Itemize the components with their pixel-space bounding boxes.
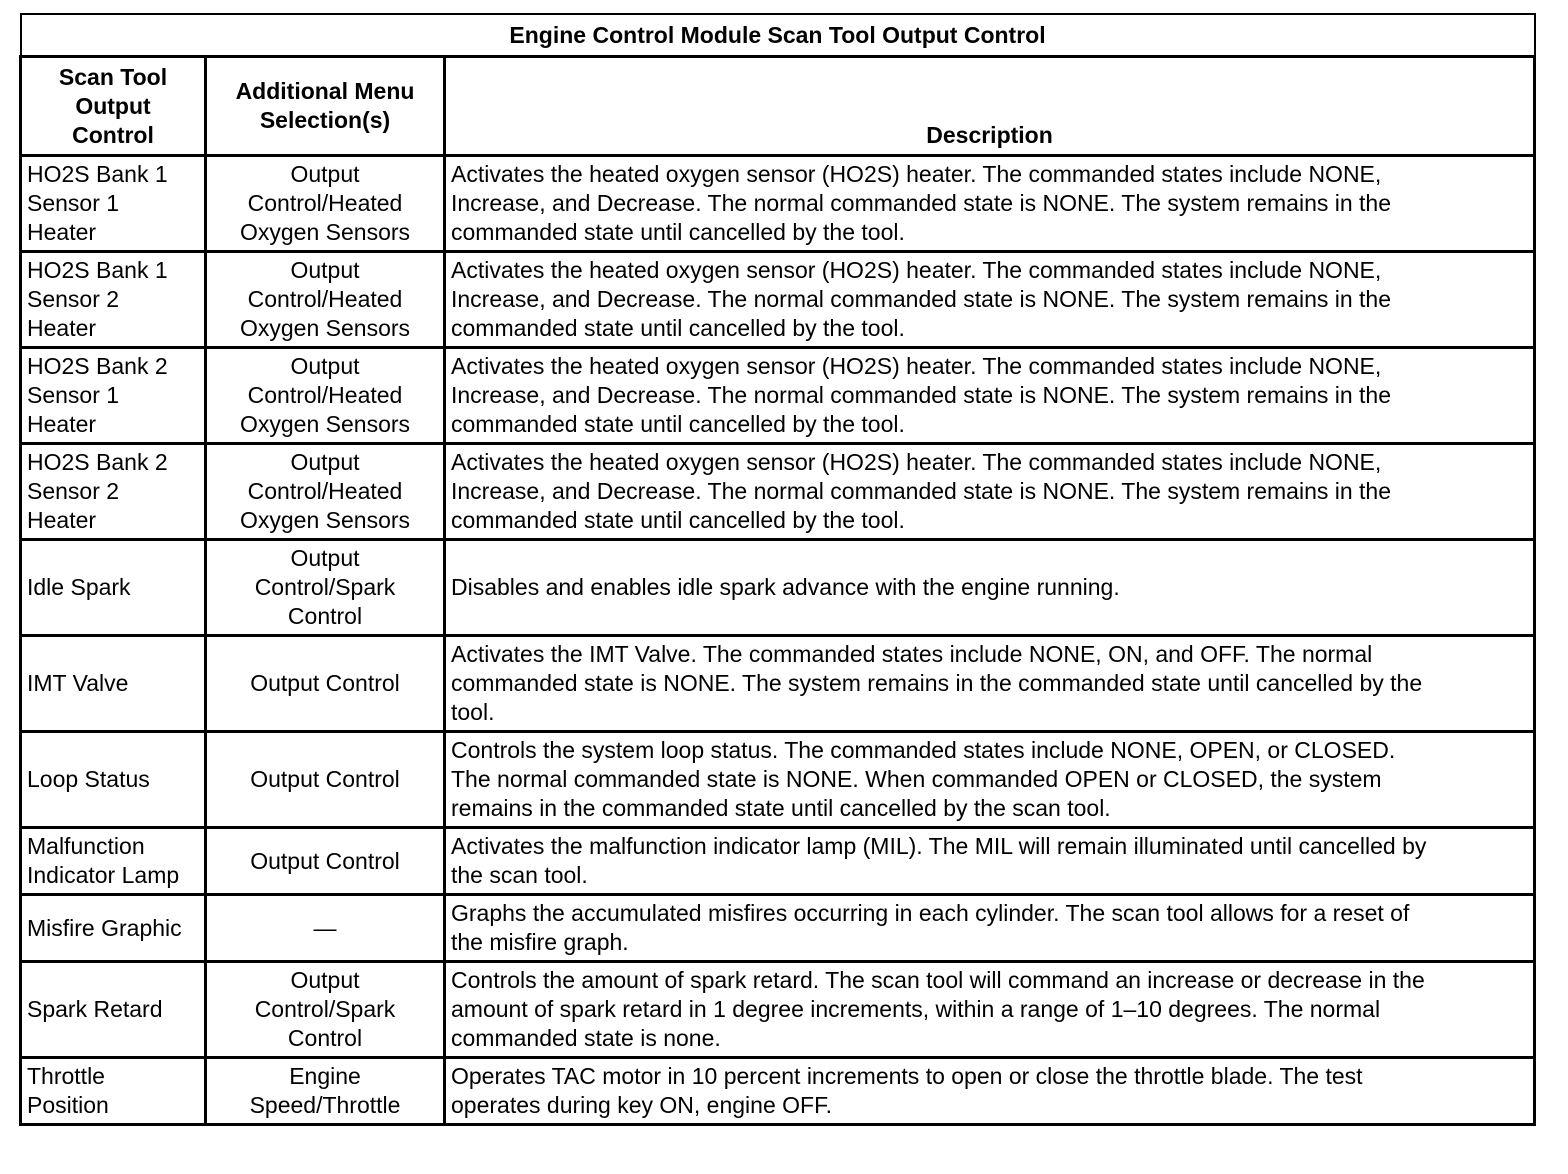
header-line: Control <box>72 121 154 148</box>
cell-text-line: Malfunction <box>27 833 145 859</box>
cell-text-line: Controls the amount of spark retard. The scan tool will command an increase or decrease in the <box>451 967 1425 993</box>
table-row <box>21 636 1535 732</box>
cell-text-line: Oxygen Sensors <box>239 219 411 245</box>
cell-text-line: Sensor 1 <box>27 382 120 408</box>
cell-scan-tool-output-control <box>21 732 206 828</box>
cell-text-line: Heater <box>27 219 97 245</box>
cell-text-line: the scan tool. <box>451 862 588 888</box>
cell-text-line: The normal commanded state is NONE. When commanded OPEN or CLOSED, the system <box>451 766 1382 792</box>
cell-text-line: HO2S Bank 2 <box>27 449 168 475</box>
cell-text-line: Activates the IMT Valve. The commanded states include NONE, ON, and OFF. The normal <box>451 641 1373 667</box>
cell-description <box>445 636 1535 732</box>
cell-description <box>445 252 1535 348</box>
cell-text-line: Heater <box>27 315 97 341</box>
cell-scan-tool-output-control <box>21 252 206 348</box>
cell-text-line: Heater <box>27 411 97 437</box>
table-body <box>21 156 1535 1125</box>
cell-text-line: Indicator Lamp <box>27 862 180 888</box>
cell-text-line: Disables and enables idle spark advance with the engine running. <box>451 574 1120 600</box>
cell-scan-tool-output-control <box>21 540 206 636</box>
cell-text-line: commanded state is NONE. The system remains in the commanded state until cancelled by the <box>451 670 1423 696</box>
cell-text-line: tool. <box>451 699 495 725</box>
cell-text-line: IMT Valve <box>27 670 129 696</box>
cell-text-line: Control/Heated <box>247 190 403 216</box>
header-line: Description <box>926 122 1053 148</box>
cell-text-line: Increase, and Decrease. The normal commanded state is NONE. The system remains in the <box>451 382 1392 408</box>
cell-additional-menu-selection <box>206 252 445 348</box>
cell-text-line: Controls the system loop status. The commanded states include NONE, OPEN, or CLOSED. <box>451 737 1396 763</box>
column-header-description <box>445 57 1535 156</box>
column-header-additional-menu-selections <box>206 57 445 156</box>
cell-text-line: Control/Heated <box>247 286 403 312</box>
cell-text-line: HO2S Bank 1 <box>27 257 168 283</box>
cell-text-line: Output <box>290 967 360 993</box>
table-row <box>21 540 1535 636</box>
cell-description <box>445 348 1535 444</box>
cell-text-line: the misfire graph. <box>451 929 629 955</box>
cell-description <box>445 732 1535 828</box>
cell-text-line: Engine <box>289 1063 361 1089</box>
cell-text-line: Activates the heated oxygen sensor (HO2S) heater. The commanded states include NONE, <box>451 257 1382 283</box>
header-line: Additional Menu <box>235 78 415 104</box>
table-row <box>21 962 1535 1058</box>
cell-scan-tool-output-control <box>21 962 206 1058</box>
cell-text-line: Loop Status <box>27 766 150 792</box>
cell-text-line: Increase, and Decrease. The normal commanded state is NONE. The system remains in the <box>451 190 1392 216</box>
cell-text-line: Output Control <box>250 847 400 874</box>
cell-description <box>445 156 1535 252</box>
table-row <box>21 895 1535 962</box>
table-row <box>21 732 1535 828</box>
cell-scan-tool-output-control <box>21 1058 206 1125</box>
cell-text-line: Oxygen Sensors <box>239 507 411 533</box>
cell-text-line: Activates the heated oxygen sensor (HO2S) heater. The commanded states include NONE, <box>451 353 1382 379</box>
cell-text-line: — <box>313 914 337 941</box>
cell-text-line: HO2S Bank 2 <box>27 353 168 379</box>
cell-text-line: operates during key ON, engine OFF. <box>451 1092 832 1118</box>
cell-text-line: Graphs the accumulated misfires occurring in each cylinder. The scan tool allows for a reset of <box>451 900 1410 926</box>
cell-text-line: Activates the heated oxygen sensor (HO2S) heater. The commanded states include NONE, <box>451 161 1382 187</box>
cell-text-line: Increase, and Decrease. The normal commanded state is NONE. The system remains in the <box>451 286 1392 312</box>
table-row <box>21 252 1535 348</box>
cell-scan-tool-output-control <box>21 348 206 444</box>
cell-text-line: Sensor 2 <box>27 478 120 504</box>
cell-text-line: amount of spark retard in 1 degree increments, within a range of 1–10 degrees. The normal <box>451 996 1381 1022</box>
table-title-row <box>21 14 1535 57</box>
cell-scan-tool-output-control <box>21 895 206 962</box>
column-header-scan-tool-output-control <box>21 57 206 156</box>
cell-text-line: Output Control <box>250 670 400 696</box>
cell-text-line: Control/Heated <box>247 382 403 408</box>
cell-additional-menu-selection <box>206 1058 445 1125</box>
cell-text-line: Speed/Throttle <box>249 1092 401 1118</box>
cell-text-line: Output <box>290 161 360 187</box>
cell-scan-tool-output-control <box>21 828 206 895</box>
table-title: Engine Control Module Scan Tool Output Control <box>21 14 1535 57</box>
cell-text-line: Output <box>290 257 360 283</box>
cell-scan-tool-output-control <box>21 636 206 732</box>
cell-scan-tool-output-control <box>21 156 206 252</box>
cell-text-line: Throttle <box>27 1063 105 1089</box>
cell-text-line: Idle Spark <box>27 574 131 600</box>
cell-text-line: Output <box>290 449 360 475</box>
cell-description <box>445 444 1535 540</box>
cell-text-line: Control <box>287 603 363 629</box>
cell-text-line: Increase, and Decrease. The normal commanded state is NONE. The system remains in the <box>451 478 1392 504</box>
cell-description <box>445 962 1535 1058</box>
cell-additional-menu-selection <box>206 732 445 828</box>
cell-text-line: commanded state until cancelled by the tool. <box>451 507 905 533</box>
cell-text-line: Oxygen Sensors <box>239 315 411 341</box>
table-row <box>21 348 1535 444</box>
output-control-table <box>19 13 1536 1126</box>
cell-text-line: Oxygen Sensors <box>239 411 411 437</box>
cell-text-line: Output Control <box>250 766 400 792</box>
cell-additional-menu-selection <box>206 962 445 1058</box>
cell-additional-menu-selection <box>206 828 445 895</box>
cell-additional-menu-selection <box>206 540 445 636</box>
cell-description <box>445 828 1535 895</box>
header-line: Selection(s) <box>259 107 391 133</box>
cell-additional-menu-selection <box>206 895 445 962</box>
table-row <box>21 444 1535 540</box>
cell-description <box>445 540 1535 636</box>
table-row <box>21 828 1535 895</box>
cell-text-line: remains in the commanded state until cancelled by the scan tool. <box>451 795 1111 821</box>
cell-text-line: Heater <box>27 507 97 533</box>
output-control-table-container <box>19 13 1533 1126</box>
table-row <box>21 1058 1535 1125</box>
header-line: Output <box>75 92 151 119</box>
cell-text-line: commanded state until cancelled by the tool. <box>451 411 905 437</box>
cell-text-line: commanded state until cancelled by the tool. <box>451 315 905 341</box>
cell-additional-menu-selection <box>206 636 445 732</box>
cell-text-line: Activates the heated oxygen sensor (HO2S) heater. The commanded states include NONE, <box>451 449 1382 475</box>
cell-text-line: HO2S Bank 1 <box>27 161 168 187</box>
cell-text-line: Position <box>27 1092 109 1118</box>
table-header-row <box>21 57 1535 156</box>
cell-text-line: commanded state until cancelled by the tool. <box>451 219 905 245</box>
table-row <box>21 156 1535 252</box>
cell-text-line: Activates the malfunction indicator lamp (MIL). The MIL will remain illuminated until cancelled by <box>451 833 1427 859</box>
cell-additional-menu-selection <box>206 444 445 540</box>
cell-additional-menu-selection <box>206 348 445 444</box>
cell-text-line: Misfire Graphic <box>27 914 182 941</box>
cell-text-line: commanded state is none. <box>451 1025 721 1051</box>
cell-scan-tool-output-control <box>21 444 206 540</box>
header-line: Scan Tool <box>58 63 168 90</box>
cell-additional-menu-selection <box>206 156 445 252</box>
cell-text-line: Sensor 2 <box>27 286 120 312</box>
cell-text-line: Sensor 1 <box>27 190 120 216</box>
cell-text-line: Control <box>287 1025 363 1051</box>
cell-text-line: Spark Retard <box>27 996 163 1022</box>
cell-description <box>445 895 1535 962</box>
cell-text-line: Control/Spark <box>254 574 396 600</box>
cell-text-line: Control/Spark <box>254 996 396 1022</box>
cell-description <box>445 1058 1535 1125</box>
cell-text-line: Control/Heated <box>247 478 403 504</box>
cell-text-line: Operates TAC motor in 10 percent increments to open or close the throttle blade. The test <box>451 1063 1363 1089</box>
cell-text-line: Output <box>290 353 360 379</box>
cell-text-line: Output <box>290 545 360 571</box>
